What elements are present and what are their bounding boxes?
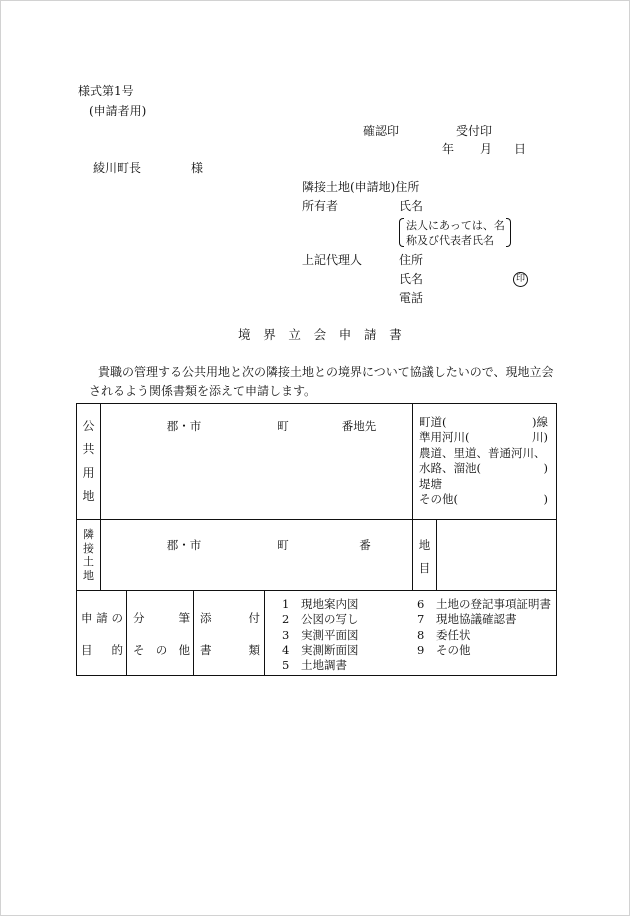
application-table (76, 403, 557, 676)
adjacent-land-label-cell (77, 520, 101, 591)
public-land-type-cell (413, 404, 557, 520)
land-category-value-cell (437, 520, 557, 591)
land-type-text: 準用河川( (419, 430, 470, 445)
land-type-item (419, 492, 548, 507)
land-type-item (419, 415, 548, 430)
land-category-char: 目 (418, 561, 431, 575)
land-type-text: 水路、溜池( (419, 461, 481, 476)
attachment-item (282, 597, 359, 612)
date-day-label: 日 (514, 142, 527, 156)
attachment-number: 6 (417, 597, 425, 611)
attachment-item (282, 643, 359, 658)
purpose-options-cell (127, 591, 194, 676)
label-char: 公 (82, 419, 95, 433)
attachment-number: 4 (282, 642, 290, 657)
attachment-text: 公図の写し (301, 612, 359, 627)
bracket-right (506, 218, 511, 247)
agent-name-label: 氏名 (399, 272, 424, 286)
form-number: 様式第1号 (78, 84, 134, 98)
date-month-label: 月 (480, 142, 493, 156)
attachment-text: 実測平面図 (301, 627, 359, 642)
agent-phone-label: 電話 (399, 291, 424, 305)
land-type-item (419, 461, 548, 476)
bracket-left (399, 218, 404, 247)
attachment-item (282, 658, 359, 673)
land-type-item (419, 477, 548, 492)
attachment-item (282, 628, 359, 643)
attachment-text: 委任状 (436, 627, 471, 642)
label-char: 地 (83, 569, 94, 583)
purpose-option-other (133, 643, 190, 657)
label-char: そ (133, 643, 145, 657)
public-land-label (77, 419, 100, 512)
town-label: 町 (277, 419, 289, 433)
attachment-item (417, 612, 551, 627)
attachment-number: 1 (282, 597, 290, 611)
body-text-line: されるよう関係書類を添えて申請します。 (89, 384, 317, 398)
addressee-honorific: 様 (191, 161, 204, 175)
land-category-char: 地 (418, 538, 431, 552)
label-char: の (155, 643, 168, 657)
label-char: 隣 (83, 528, 94, 541)
attachments-list-right (417, 597, 551, 658)
attachments-label-line (200, 643, 260, 657)
attachment-number: 8 (417, 627, 425, 642)
land-type-text: 町道( (419, 415, 447, 429)
purpose-label-cell (77, 591, 127, 676)
county-city-label: 郡・市 (166, 419, 202, 433)
owner-name-label: 氏名 (399, 199, 424, 213)
corporate-note-line: 法人にあっては、名 (406, 219, 505, 232)
seal-mark: 印 (513, 272, 528, 287)
attachment-item (282, 612, 359, 627)
attachment-item (417, 643, 551, 658)
land-type-item (419, 446, 548, 461)
attachments-label-line (200, 611, 260, 625)
land-type-list (419, 415, 548, 507)
attachment-text: 土地の登記事項証明書 (436, 597, 551, 611)
date-year-label: 年 (442, 142, 455, 156)
attachment-number: 2 (282, 612, 290, 627)
public-land-location-cell (101, 404, 413, 520)
label-char: 接 (83, 541, 94, 555)
land-type-text: 川) (532, 430, 548, 445)
document-title: 境界立会申請書 (238, 327, 415, 342)
label-char: 添 (200, 611, 212, 625)
purpose-label-line (81, 643, 123, 657)
adjacent-land-label (77, 528, 100, 583)
label-char: 土 (83, 555, 94, 569)
public-land-label-cell (77, 404, 101, 520)
land-type-text: 農道、里道、普通河川、 (419, 445, 546, 460)
adjacent-land-location-cell (101, 520, 413, 591)
lot-label: 番 (359, 538, 371, 552)
body-text-line: 貴職の管理する公共用地と次の隣接土地との境界について協議したいので、現地立会 (98, 365, 554, 379)
corporate-name-note (399, 217, 511, 248)
land-type-text: )線 (532, 415, 548, 429)
county-city-label: 郡・市 (166, 538, 202, 552)
label-char: 筆 (178, 611, 190, 625)
attachment-text: 土地調書 (301, 658, 347, 672)
attachments-label-cell (194, 591, 265, 676)
land-type-text: ) (543, 491, 548, 506)
label-char: の (111, 611, 123, 625)
receipt-seal-label: 受付印 (456, 124, 493, 138)
label-char: 用 (82, 465, 95, 480)
attachments-list-cell (265, 591, 557, 676)
land-type-text: 堤塘 (419, 476, 442, 491)
town-label: 町 (277, 538, 289, 552)
label-char: 申 (81, 611, 93, 625)
attachments-list-left (282, 597, 359, 673)
label-char: 付 (248, 611, 260, 625)
attachment-number: 9 (417, 642, 425, 657)
agent-label: 上記代理人 (302, 253, 363, 267)
purpose-label-line (81, 611, 123, 625)
label-char: 書 (200, 643, 212, 657)
label-char: 目 (81, 643, 93, 657)
attachment-text: 実測断面図 (301, 642, 359, 657)
label-char: 共 (82, 442, 95, 457)
owner-label: 所有者 (302, 199, 339, 213)
attachment-text: その他 (436, 642, 471, 657)
attachment-text: 現地案内図 (301, 597, 359, 611)
label-char: 分 (133, 611, 145, 625)
attachment-number: 3 (282, 627, 290, 642)
attachment-item (417, 597, 551, 612)
purpose-option-subdivision (133, 611, 190, 625)
attachment-number: 5 (282, 658, 290, 672)
copy-designation: (申請者用) (89, 104, 147, 118)
label-char: 他 (178, 643, 190, 657)
land-type-item (419, 430, 548, 445)
label-char: 請 (96, 611, 108, 625)
land-type-text: その他( (419, 491, 458, 506)
label-char: 的 (111, 643, 123, 657)
attachment-number: 7 (417, 612, 425, 627)
corporate-note-line: 称及び代表者氏名 (406, 234, 494, 247)
lot-label: 番地先 (341, 419, 377, 433)
attachment-text: 現地協議確認書 (436, 612, 517, 627)
label-char: 地 (82, 488, 95, 503)
confirmation-seal-label: 確認印 (363, 124, 400, 138)
label-char: 類 (248, 643, 260, 657)
land-category-label-cell (413, 520, 437, 591)
land-type-text: ) (543, 461, 548, 476)
applicant-address-label: 隣接土地(申請地)住所 (302, 180, 420, 194)
addressee-name: 綾川町長 (93, 161, 142, 175)
attachment-item (417, 628, 551, 643)
agent-address-label: 住所 (399, 253, 424, 267)
